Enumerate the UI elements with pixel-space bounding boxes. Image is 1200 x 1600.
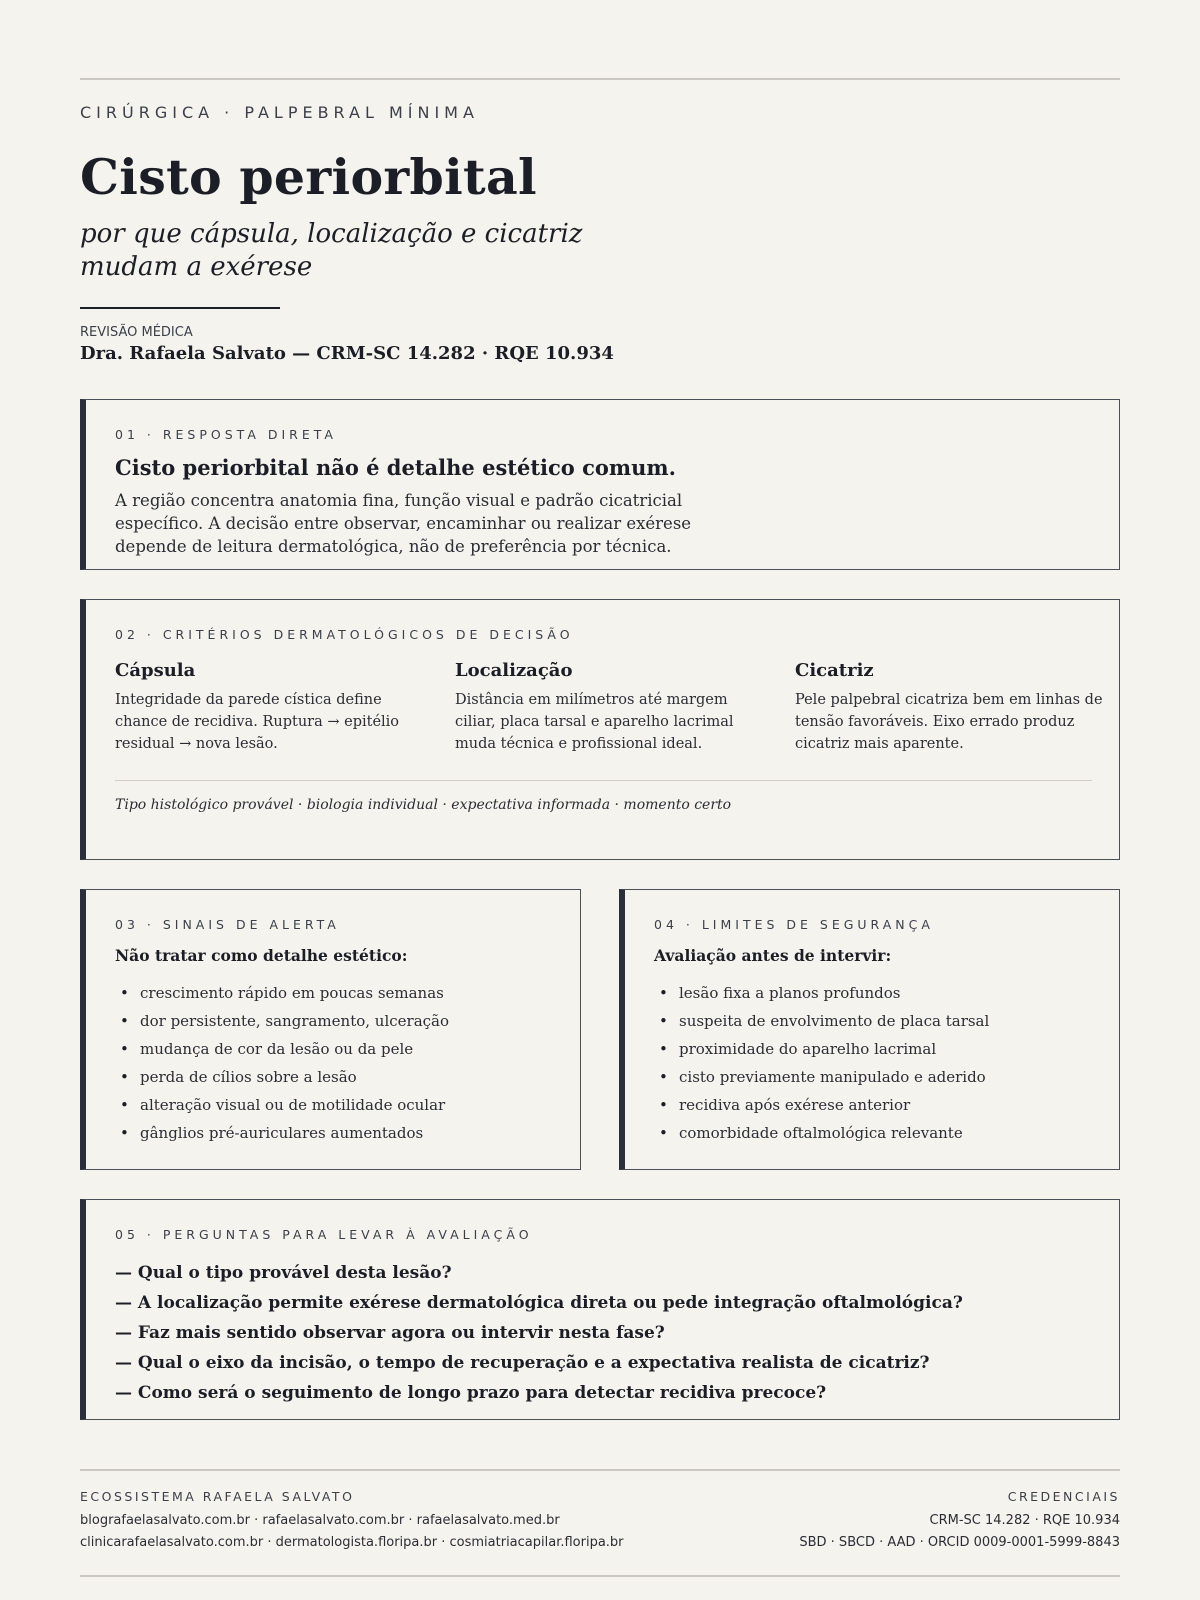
- category-eyebrow: CIRÚRGICA · PALPEBRAL MÍNIMA: [80, 103, 479, 122]
- criterion-title: Localização: [455, 660, 573, 681]
- criterion-text: Distância em milímetros até margem ciliar, placa tarsal e aparelho lacrimal muda técnica e profissional ideal.: [455, 692, 734, 752]
- title-underline: [80, 307, 280, 309]
- page-title: Cisto periorbital: [80, 148, 537, 206]
- question-item: — Qual o eixo da incisão, o tempo de recuperação e a expectativa realista de cicatriz?: [115, 1353, 930, 1373]
- document-page: [80, 0, 1120, 1600]
- footer-divider: [80, 1469, 1120, 1471]
- criterion-scar: [795, 660, 1105, 755]
- list-heading: Avaliação antes de intervir:: [654, 946, 892, 965]
- list-item: • suspeita de envolvimento de placa tarsal: [654, 1007, 989, 1035]
- criterion-location: [455, 660, 765, 755]
- section-kicker: 03 · SINAIS DE ALERTA: [115, 917, 340, 932]
- questions-list: [115, 1258, 963, 1408]
- question-item: — Como será o seguimento de longo prazo para detectar recidiva precoce?: [115, 1383, 827, 1403]
- section-direct-answer: [80, 399, 1120, 570]
- list-item: • alteração visual ou de motilidade ocular: [115, 1091, 449, 1119]
- criterion-text: Pele palpebral cicatriza bem em linhas de tensão favoráveis. Eixo errado produz cicatriz mais aparente.: [795, 692, 1103, 752]
- list-item: • mudança de cor da lesão ou da pele: [115, 1035, 449, 1063]
- section-kicker: 01 · RESPOSTA DIRETA: [115, 427, 337, 442]
- list-item: • recidiva após exérese anterior: [654, 1091, 989, 1119]
- ecosystem-sites-line-1: blografaelasalvato.com.br · rafaelasalvato.com.br · rafaelasalvato.med.br: [80, 1513, 560, 1528]
- criterion-title: Cicatriz: [795, 660, 874, 681]
- section-warning-signs: [80, 889, 581, 1170]
- ecosystem-label: ECOSSISTEMA RAFAELA SALVATO: [80, 1489, 355, 1504]
- safety-list: [654, 979, 989, 1147]
- list-heading: Não tratar como detalhe estético:: [115, 946, 408, 965]
- list-item: • comorbidade oftalmológica relevante: [654, 1119, 989, 1147]
- section-divider: [115, 780, 1092, 781]
- list-item: • perda de cílios sobre a lesão: [115, 1063, 449, 1091]
- question-item: — A localização permite exérese dermatológica direta ou pede integração oftalmológica?: [115, 1293, 963, 1313]
- list-item: • lesão fixa a planos profundos: [654, 979, 989, 1007]
- review-label: REVISÃO MÉDICA: [80, 325, 193, 340]
- top-divider: [80, 78, 1120, 80]
- section-decision-criteria: [80, 599, 1120, 860]
- criteria-footnote: Tipo histológico provável · biologia individual · expectativa informada · momento certo: [115, 797, 732, 813]
- list-item: • crescimento rápido em poucas semanas: [115, 979, 449, 1007]
- criterion-title: Cápsula: [115, 660, 196, 681]
- list-item: • cisto previamente manipulado e aderido: [654, 1063, 989, 1091]
- section-kicker: 04 · LIMITES DE SEGURANÇA: [654, 917, 934, 932]
- section-safety-limits: [619, 889, 1120, 1170]
- credentials-line-2: SBD · SBCD · AAD · ORCID 0009-0001-5999-8843: [799, 1535, 1120, 1550]
- list-item: • gânglios pré-auriculares aumentados: [115, 1119, 449, 1147]
- ecosystem-sites-line-2: clinicarafaelasalvato.com.br · dermatologista.floripa.br · cosmiatriacapilar.floripa.br: [80, 1535, 624, 1550]
- question-item: — Faz mais sentido observar agora ou intervir nesta fase?: [115, 1323, 665, 1343]
- page-subtitle: por que cápsula, localização e cicatriz mudam a exérese: [80, 219, 583, 282]
- criterion-capsule: [115, 660, 425, 755]
- credentials-label: CREDENCIAIS: [1007, 1489, 1120, 1504]
- section-title: Cisto periorbital não é detalhe estético comum.: [115, 455, 676, 480]
- section-questions: [80, 1199, 1120, 1420]
- criterion-text: Integridade da parede cística define chance de recidiva. Ruptura → epitélio residual → nova lesão.: [115, 692, 400, 752]
- question-item: — Qual o tipo provável desta lesão?: [115, 1263, 452, 1283]
- section-kicker: 05 · PERGUNTAS PARA LEVAR À AVALIAÇÃO: [115, 1227, 533, 1242]
- section-body: A região concentra anatomia fina, função visual e padrão cicatricial específico. A decisão entre observar, encaminhar ou realizar exérese depende de leitura dermatológica, não de preferência por técnica.: [115, 491, 692, 556]
- credentials-line-1: CRM-SC 14.282 · RQE 10.934: [929, 1513, 1120, 1528]
- section-kicker: 02 · CRITÉRIOS DERMATOLÓGICOS DE DECISÃO: [115, 627, 574, 642]
- list-item: • proximidade do aparelho lacrimal: [654, 1035, 989, 1063]
- warning-list: [115, 979, 449, 1147]
- bottom-divider: [80, 1575, 1120, 1577]
- list-item: • dor persistente, sangramento, ulceração: [115, 1007, 449, 1035]
- reviewer-name: Dra. Rafaela Salvato — CRM-SC 14.282 · RQE 10.934: [80, 343, 614, 364]
